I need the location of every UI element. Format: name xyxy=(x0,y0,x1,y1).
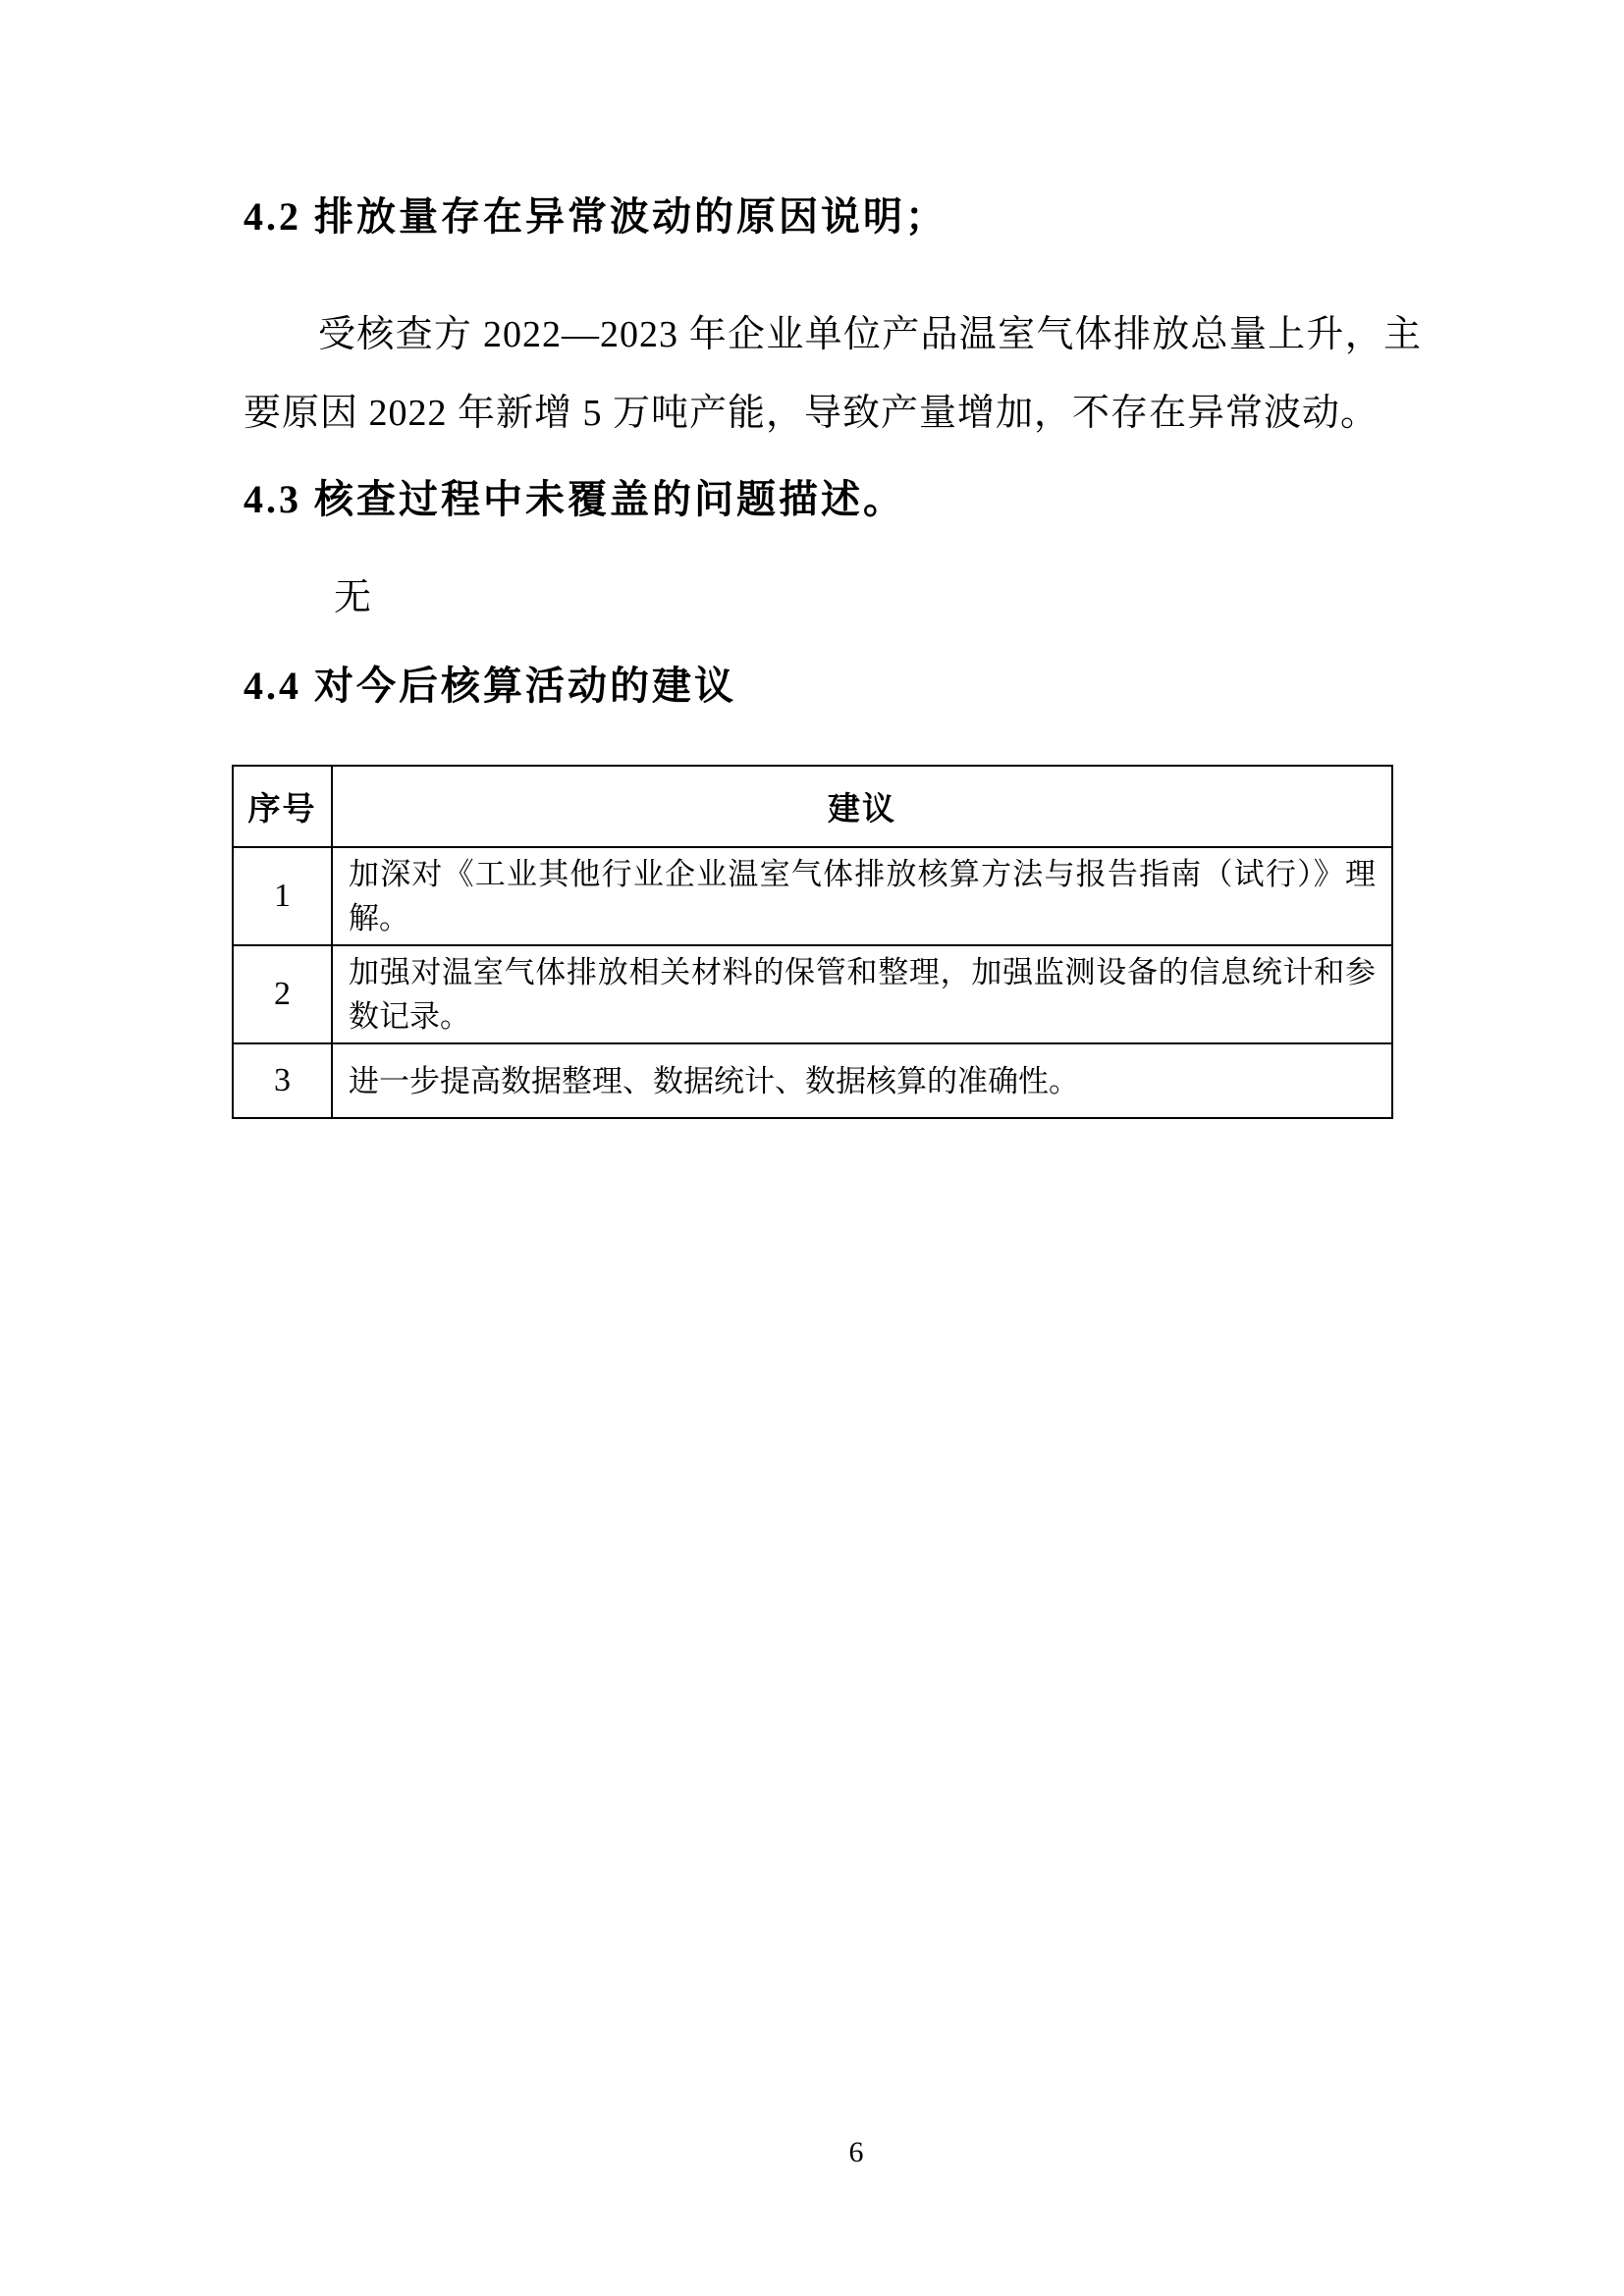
page-content xyxy=(244,193,1422,1119)
table-row xyxy=(233,847,1392,945)
row-suggestion: 进一步提高数据整理、数据统计、数据核算的准确性。 xyxy=(332,1043,1392,1118)
row-index: 2 xyxy=(233,945,332,1043)
row-suggestion: 加深对《工业其他行业企业温室气体排放核算方法与报告指南（试行）》理解。 xyxy=(332,847,1392,945)
table-header-row xyxy=(233,766,1392,847)
page-number: 6 xyxy=(848,2136,864,2168)
section-4-3-heading: 4.3 核查过程中未覆盖的问题描述。 xyxy=(244,477,905,521)
table-row xyxy=(233,945,1392,1043)
column-header-suggestion: 建议 xyxy=(332,766,1392,847)
suggestions-table xyxy=(232,765,1393,1119)
section-4-4-heading: 4.4 对今后核算活动的建议 xyxy=(244,664,736,708)
section-4-2-paragraph: 受核查方 2022—2023 年企业单位产品温室气体排放总量上升，主要原因 2022 年新增 5 万吨产能，导致产量增加，不存在异常波动。 xyxy=(244,314,1422,434)
row-index: 3 xyxy=(233,1043,332,1118)
row-index: 1 xyxy=(233,847,332,945)
section-4-2-heading: 4.2 排放量存在异常波动的原因说明； xyxy=(244,194,947,239)
table-row xyxy=(233,1043,1392,1118)
row-suggestion: 加强对温室气体排放相关材料的保管和整理，加强监测设备的信息统计和参数记录。 xyxy=(332,945,1392,1043)
column-header-index: 序号 xyxy=(233,766,332,847)
section-4-3-body: 无 xyxy=(334,577,372,618)
